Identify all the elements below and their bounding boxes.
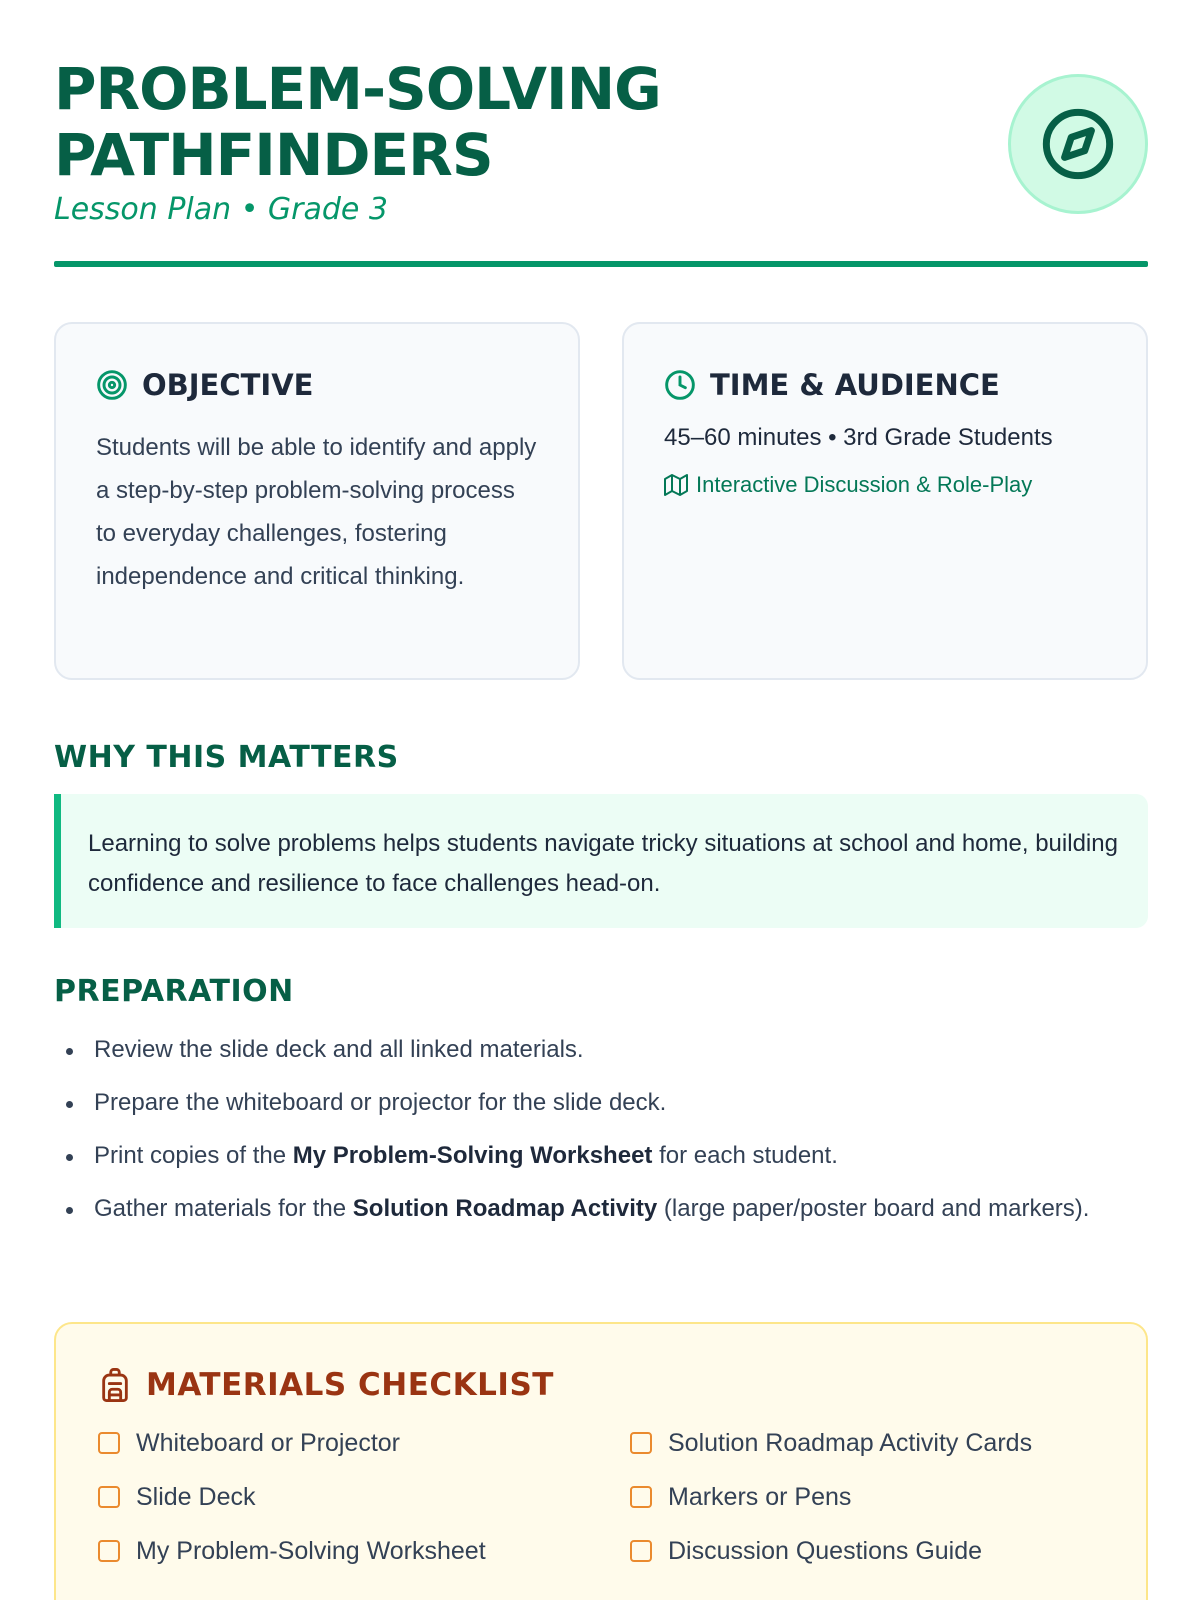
clock-icon: [664, 369, 696, 401]
checklist-item[interactable]: [630, 1534, 1090, 1568]
objective-header: [96, 368, 538, 402]
worksheet-name: My Problem-Solving Worksheet: [292, 1142, 653, 1169]
why-text: Learning to solve problems helps students navigate tricky situations at school and home, building confidence and resilience to face challenges head-on.: [88, 830, 1118, 897]
activity-name: Solution Roadmap Activity: [352, 1195, 658, 1222]
objective-text: Students will be able to identify and apply a step-by-step problem-solving process to everyday challenges, fostering independence and critical thinking.: [96, 434, 537, 590]
page-title: [54, 56, 1146, 188]
map-icon: [664, 473, 688, 497]
prep-item-text: for each student.: [652, 1142, 838, 1169]
list-item: [62, 1189, 1142, 1229]
prep-item-text: Review the slide deck and all linked materials.: [94, 1036, 584, 1063]
prep-item-text: Gather materials for the: [94, 1195, 353, 1222]
page-subtitle: Lesson Plan • Grade 3: [54, 192, 389, 227]
checklist-label: Markers or Pens: [668, 1482, 852, 1511]
materials-list: [98, 1426, 1104, 1568]
duration-text: 45–60 minutes • 3rd Grade Students: [664, 424, 1053, 451]
preparation-title: PREPARATION: [54, 974, 294, 1009]
objective-title: OBJECTIVE: [142, 368, 314, 402]
checklist-label: Solution Roadmap Activity Cards: [668, 1428, 1033, 1457]
checkbox[interactable]: [98, 1486, 120, 1508]
list-item: [62, 1083, 1142, 1123]
title-line-2: PATHFINDERS: [54, 121, 493, 189]
materials-title: MATERIALS CHECKLIST: [146, 1367, 554, 1403]
checkbox[interactable]: [630, 1432, 652, 1454]
checklist-item[interactable]: [98, 1426, 630, 1460]
why-title: WHY THIS MATTERS: [54, 740, 399, 775]
materials-header: [98, 1366, 1104, 1404]
prep-item-text: Prepare the whiteboard or projector for the slide deck.: [94, 1089, 667, 1116]
format-text: Interactive Discussion & Role-Play: [696, 472, 1033, 497]
compass-logo: [1008, 74, 1148, 214]
prep-item-text: (large paper/poster board and markers).: [657, 1195, 1090, 1222]
lesson-format: [664, 472, 1106, 498]
objective-card: [54, 322, 580, 680]
materials-checklist-card: [54, 1322, 1148, 1600]
checklist-item[interactable]: [630, 1480, 1090, 1514]
list-item: [62, 1136, 1142, 1176]
checklist-label: Whiteboard or Projector: [136, 1428, 401, 1457]
checkbox[interactable]: [98, 1432, 120, 1454]
checklist-item[interactable]: [98, 1534, 630, 1568]
checkbox[interactable]: [630, 1486, 652, 1508]
time-audience-card: [622, 322, 1148, 680]
time-audience-title: TIME & AUDIENCE: [710, 368, 1000, 402]
target-icon: [96, 369, 128, 401]
checklist-label: My Problem-Solving Worksheet: [136, 1536, 486, 1565]
checklist-item[interactable]: [630, 1426, 1090, 1460]
title-line-1: PROBLEM-SOLVING: [54, 55, 661, 123]
header-divider: [54, 261, 1148, 267]
checkbox[interactable]: [630, 1540, 652, 1562]
checklist-label: Discussion Questions Guide: [668, 1536, 983, 1565]
prep-item-text: Print copies of the: [94, 1142, 293, 1169]
compass-icon: [1040, 106, 1116, 182]
checkbox[interactable]: [98, 1540, 120, 1562]
checklist-item[interactable]: [98, 1480, 630, 1514]
checklist-label: Slide Deck: [136, 1482, 256, 1511]
lesson-header: [54, 56, 1146, 227]
why-callout: [54, 794, 1148, 928]
list-item: [62, 1030, 1142, 1070]
time-audience-header: [664, 368, 1106, 402]
backpack-icon: [98, 1366, 132, 1404]
preparation-list: [62, 1030, 1142, 1242]
